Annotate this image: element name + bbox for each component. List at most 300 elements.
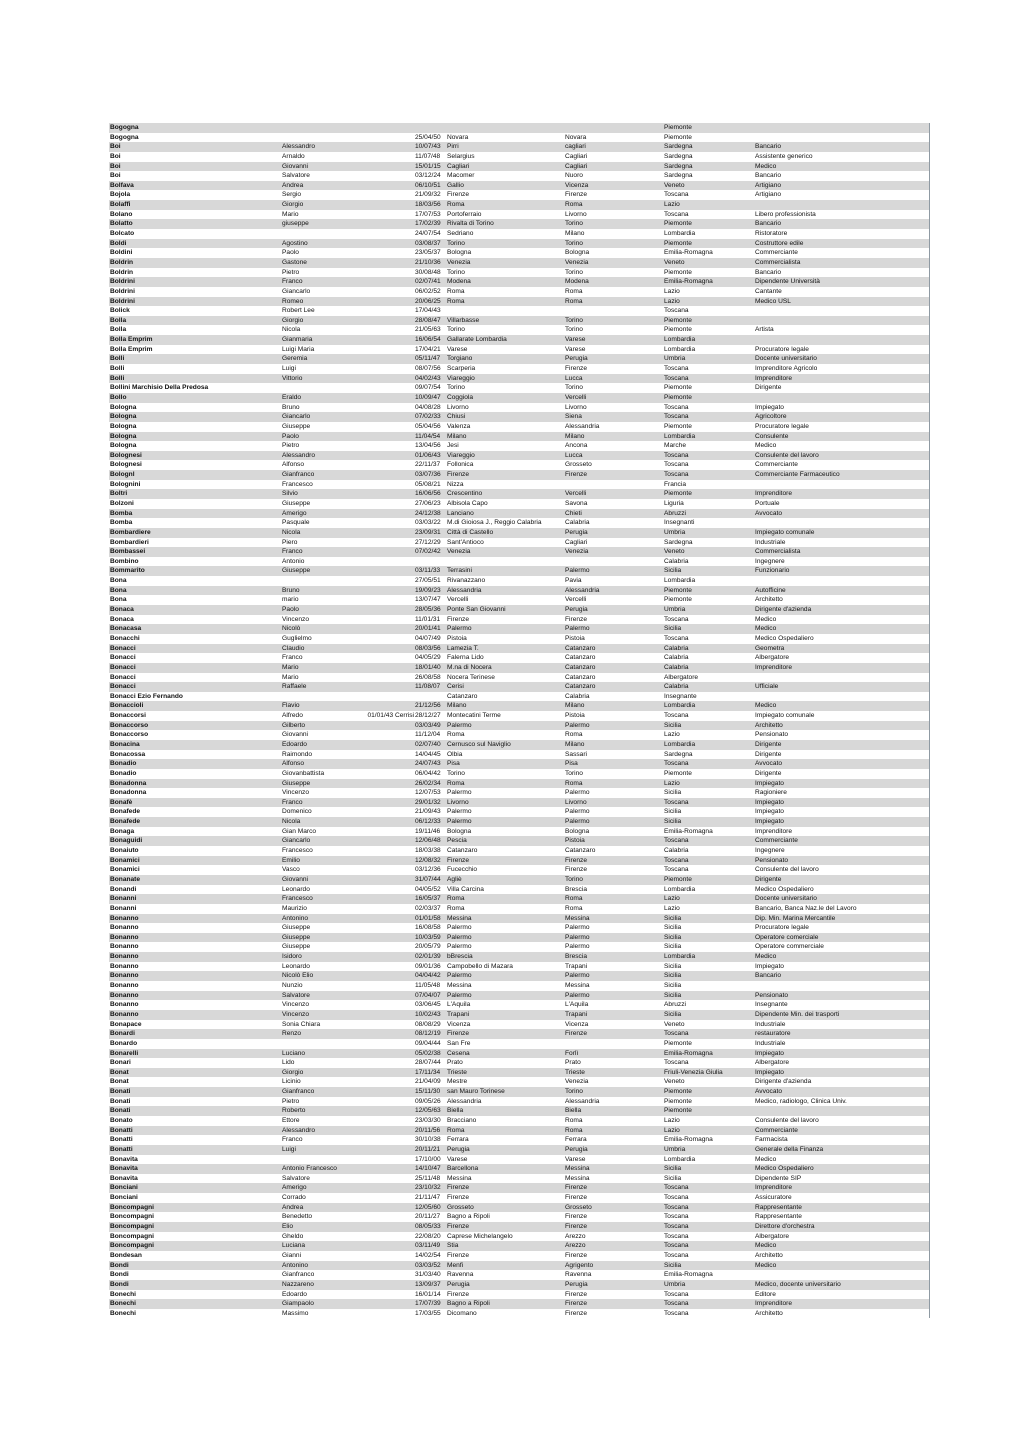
table-row [109,759,929,769]
region-cell: Toscana [664,1194,689,1202]
table-row [109,1251,929,1261]
birth-place-cell: Palermo [447,972,472,980]
birth-date-cell: 14/10/47 [415,1165,441,1173]
profession-cell: Pensionato [755,856,788,864]
province-cell: Catanzaro [565,654,596,662]
table-row [109,345,929,355]
profession-cell: Albergatore [755,654,790,662]
surname-cell: Bonanno [110,982,139,990]
surname-cell: Bonacina [110,741,140,748]
region-cell: Sicilia [664,943,682,951]
surname-cell: Bondesan [110,1251,142,1259]
first-name-cell: Arnaldo [282,152,305,160]
province-cell: Palermo [565,991,590,999]
region-cell: Umbria [664,1280,686,1288]
birth-place-cell: Torino [447,239,465,247]
region-cell: Toscana [664,471,689,479]
birth-place-cell: Grosseto [447,1203,474,1211]
region-cell: Lazio [664,1126,680,1134]
region-cell: Toscana [664,837,689,845]
first-name-cell: Benedetto [282,1213,313,1221]
profession-cell: Medico [755,625,777,633]
province-cell: Alessandria [565,422,600,430]
birth-place-cell: Torgiano [447,355,473,363]
first-name-cell: giuseppe [282,220,309,228]
table-row [109,788,929,798]
table-row [109,432,929,442]
profession-cell: Ingegnere [755,847,785,855]
birth-place-cell: Firenze [447,471,469,479]
first-name-cell: Antonio [282,557,305,565]
table-row [109,1164,929,1174]
profession-cell: Albergatore [755,1059,790,1067]
profession-cell: Architetto [755,1251,783,1259]
birth-date-cell: 16/06/56 [415,490,441,498]
surname-cell: Bojola [110,191,131,199]
first-name-cell: Giovanni [282,875,309,883]
birth-place-cell: Macomer [447,172,475,180]
province-cell: Milano [565,702,585,710]
profession-cell: Medico Ospedaliero [755,885,814,893]
region-cell: Toscana [664,1300,689,1308]
birth-date-cell: 09/04/44 [415,1039,441,1047]
table-row [109,248,929,258]
surname-cell: Bombassei [110,548,146,556]
table-row [109,538,929,548]
birth-place-cell: Roma [447,287,465,295]
province-cell: Grosseto [565,1203,592,1211]
surname-cell: Bonanni [110,895,137,903]
profession-cell: Commerciante [755,1126,798,1134]
birth-place-cell: San Fre [447,1039,471,1047]
birth-date-cell: 20/01/41 [415,625,441,633]
first-name-cell: Corrado [282,1194,306,1202]
surname-cell: Boldrin [110,268,134,276]
region-cell: Toscana [664,1059,689,1067]
birth-place-cell: Perugia [447,1145,470,1153]
birth-place-cell: Palermo [447,943,472,951]
birth-date-cell: 11/08/07 [415,683,441,691]
province-cell: Perugia [565,528,588,536]
profession-cell: Consulente del lavoro [755,866,819,874]
birth-place-cell: Sant'Antioco [447,538,484,546]
birth-date-cell: 04/04/42 [415,972,441,980]
region-cell: Sardegna [664,172,693,180]
birth-date-cell: 07/02/33 [415,413,441,421]
birth-date-cell: 05/11/47 [415,355,441,363]
birth-place-cell: bBrescia [447,953,473,961]
province-cell: Pistoia [565,837,585,845]
province-cell: Catanzaro [565,663,596,671]
region-cell: Emilia-Romagna [664,1271,713,1279]
profession-cell: Commerciante [755,249,798,257]
region-cell: Toscana [664,210,689,218]
birth-place-cell: Roma [447,1126,465,1134]
profession-cell: Medico [755,162,777,170]
birth-date-cell: 20/11/21 [415,1145,441,1153]
surname-cell: Bolla Emprim [110,336,153,344]
birth-date-cell: 20/11/27 [415,1213,441,1221]
table-row [109,779,929,789]
birth-date-cell: 10/09/47 [415,393,441,401]
province-cell: Chieti [565,509,582,517]
region-cell: Sicilia [664,924,682,932]
first-name-cell: Pietro [282,268,300,276]
surname-cell: Bonechi [110,1300,137,1308]
region-cell: Francia [664,480,686,488]
table-row [109,1193,929,1203]
birth-date-cell: 21/12/56 [415,702,441,710]
table-row [109,595,929,605]
first-name-cell: Flavio [282,702,300,710]
first-name-cell: Sergio [282,191,302,199]
profession-cell: Impiegato [755,779,784,787]
birth-place-cell: Messina [447,914,472,922]
surname-cell: Bonafede [110,808,141,816]
surname-cell: Bolognesi [110,451,142,459]
first-name-cell: Nicolò [282,625,301,633]
province-cell: Lucca [565,451,583,459]
table-row [109,673,929,683]
region-cell: Lombardia [664,345,696,353]
table-row [109,692,929,702]
table-row [109,846,929,856]
first-name-cell: Luigi Maria [282,345,315,353]
surname-cell: Bonacasa [110,625,142,633]
surname-cell: Bomba [110,519,133,527]
table-row [109,914,929,924]
surname-cell: Boltri [110,490,128,498]
province-cell: Modena [565,278,589,286]
profession-cell: Imprenditore [755,663,793,671]
birth-place-cell: Sedriano [447,230,474,238]
region-cell: Piemonte [664,393,692,401]
province-cell: Perugia [565,355,588,363]
birth-place-cell: Palermo [447,924,472,932]
profession-cell: Imprenditore [755,374,793,382]
region-cell: Lombardia [664,702,696,710]
birth-date-cell: 18/03/56 [415,201,441,209]
province-cell: Lucca [565,374,583,382]
surname-cell: Bonadio [110,760,137,768]
birth-place-cell: Torino [447,326,465,334]
region-cell: Albergatore [664,673,699,681]
surname-cell: Bonamici [110,866,140,874]
profession-cell: Dirigente [755,875,782,883]
surname-cell: Bonacci [110,654,136,662]
birth-place-cell: Varese [447,345,468,353]
region-cell: Toscana [664,798,689,806]
birth-date-cell: 03/06/45 [415,1001,441,1009]
profession-cell: Costruttore edile [755,239,804,247]
first-name-cell: Gilberto [282,721,306,729]
region-cell: Toscana [664,712,689,720]
table-row [109,364,929,374]
province-cell: Nuoro [565,172,583,180]
birth-place-cell: Varese [447,1155,468,1163]
region-cell: Lombardia [664,885,696,893]
first-name-cell: Claudio [282,644,305,652]
province-cell: Firenze [565,1213,587,1221]
table-row [109,383,929,393]
region-cell: Piemonte [664,596,692,604]
region-cell: Emilia-Romagna [664,1049,713,1057]
province-cell: Biella [565,1107,582,1115]
first-name-cell: Nicola [282,818,301,826]
first-name-cell: Salvatore [282,991,310,999]
birth-date-cell: 12/05/63 [415,1107,441,1115]
surname-cell: Bonanate [110,875,141,883]
table-row [109,576,929,586]
surname-cell: Bonapace [110,1020,142,1028]
region-cell: Sardegna [664,750,693,758]
province-cell: Roma [565,297,583,305]
region-cell: Toscana [664,866,689,874]
birth-place-cell: Lamezia T. [447,644,479,652]
table-row [109,229,929,239]
province-cell: Messina [565,1174,590,1182]
birth-place-cell: Ferrara [447,1136,469,1144]
birth-date-cell: 06/04/42 [415,769,441,777]
first-name-cell: Roberto [282,1107,306,1115]
table-row [109,190,929,200]
birth-place-cell: Palermo [447,933,472,941]
region-cell: Emilia-Romagna [664,278,713,286]
table-row [109,451,929,461]
province-cell: Bologna [565,249,590,257]
surname-cell: Bona [110,577,127,585]
birth-date-cell: 28/05/36 [415,606,441,614]
table-row [109,1020,929,1030]
profession-cell: Rappresentante [755,1213,802,1221]
first-name-cell: mario [282,596,299,604]
table-row [109,1261,929,1271]
region-cell: Emilia-Romagna [664,827,713,835]
province-cell: Roma [565,1126,583,1134]
profession-cell: Artigiano [755,191,782,199]
profession-cell: Dipendente Min. dei trasporti [755,1010,840,1018]
birth-date-cell: 10/02/43 [415,1010,441,1018]
birth-place-cell: Firenze [447,1290,469,1298]
table-row [109,1116,929,1126]
table-row [109,798,929,808]
surname-cell: Bonati [110,1097,131,1105]
birth-place-cell: Catanzaro [447,692,478,700]
birth-date-cell: 11/07/48 [415,152,441,160]
surname-cell: Bonarelli [110,1049,139,1057]
profession-cell: Artigiano [755,181,782,189]
first-name-cell: Luigi [282,1145,296,1153]
table-row [109,335,929,345]
birth-date-cell: 27/06/23 [415,499,441,507]
table-row [109,1155,929,1165]
first-name-cell: Nicola [282,326,301,334]
first-name-cell: Francesco [282,847,313,855]
birth-date-cell: 11/12/04 [415,731,441,739]
birth-place-cell: Biella [447,1107,464,1115]
region-cell: Toscana [664,191,689,199]
first-name-cell: Giancarlo [282,837,311,845]
surname-cell: Bonati [110,1107,131,1115]
table-row [109,171,929,181]
table-row [109,875,929,885]
province-cell: Varese [565,336,586,344]
table-row [109,586,929,596]
region-cell: Sicilia [664,789,682,797]
province-cell: Venezia [565,258,589,266]
region-cell: Calabria [664,654,689,662]
region-cell: Sicilia [664,914,682,922]
table-row [109,721,929,731]
table-row [109,142,929,152]
birth-date-cell: 13/04/56 [415,442,441,450]
first-name-cell: Alessandro [282,451,315,459]
table-row [109,393,929,403]
birth-date-cell: 05/04/56 [415,422,441,430]
first-name-cell: Gianfranco [282,1088,315,1096]
first-name-cell: Paolo [282,249,299,257]
surname-cell: Bolli [110,355,125,363]
birth-place-cell: Stia [447,1242,459,1250]
birth-date-cell: 08/08/29 [415,1020,441,1028]
birth-date-cell: 24/07/43 [415,760,441,768]
surname-cell: Bonacci [110,644,136,652]
table-row [109,316,929,326]
surname-cell: Boncompagni [110,1242,154,1250]
table-row [109,894,929,904]
birth-date-cell: 01/06/43 [415,451,441,459]
region-cell: Piemonte [664,422,692,430]
table-row [109,1087,929,1097]
birth-date-cell: 28/08/47 [415,316,441,324]
region-cell: Sicilia [664,933,682,941]
first-name-cell: Nunzio [282,982,303,990]
birth-date-cell: 08/05/33 [415,1223,441,1231]
region-cell: Piemonte [664,1088,692,1096]
province-cell: Torino [565,769,583,777]
surname-cell: Bollo [110,393,127,401]
surname-cell: Bonanno [110,953,139,961]
province-cell: Messina [565,1165,590,1173]
profession-cell: Impiegato [755,1049,784,1057]
surname-cell: Boldini [110,249,133,257]
surname-cell: Bonamici [110,856,140,864]
profession-cell: Bancario [755,220,782,228]
province-cell: Siena [565,413,582,421]
first-name-cell: Andrea [282,1203,304,1211]
province-cell: Vercelli [565,490,587,498]
profession-cell: Dirigente [755,750,782,758]
table-row [109,904,929,914]
birth-place-cell: Pistoia [447,634,467,642]
birth-date-cell: 20/05/79 [415,943,441,951]
surname-cell: Bondi [110,1280,129,1288]
birth-date-cell: 03/12/24 [415,172,441,180]
first-name-cell: Giuseppe [282,422,311,430]
first-name-cell: Agostino [282,239,308,247]
profession-cell: Commerciante [755,837,798,845]
profession-cell: Funzionario [755,567,790,575]
province-cell: Pisa [565,760,578,768]
region-cell: Lombardia [664,336,696,344]
birth-date-cell: 28/07/44 [415,1059,441,1067]
profession-cell: Industriale [755,538,786,546]
birth-place-cell: Roma [447,297,465,305]
birth-date-cell: 06/02/52 [415,287,441,295]
profession-cell: Medico [755,953,777,961]
first-name-cell: Giorgio [282,316,304,324]
birth-place-cell: Mestre [447,1078,468,1086]
birth-place-cell: Bagno a Ripoli [447,1300,490,1308]
surname-cell: Bonacchi [110,634,140,642]
surname-cell: Bondi [110,1271,129,1279]
birth-date-cell: 17/07/39 [415,1300,441,1308]
region-cell: Lazio [664,1116,680,1124]
surname-cell: Boldrin [110,258,134,266]
table-row [109,750,929,760]
birth-place-cell: Catanzaro [447,847,478,855]
first-name-cell: Paolo [282,606,299,614]
birth-date-cell: 02/03/37 [415,904,441,912]
profession-cell: Editore [755,1290,776,1298]
table-row [109,1068,929,1078]
birth-place-cell: Palermo [447,789,472,797]
table-row [109,1299,929,1309]
surname-cell: Bogogna [110,124,139,131]
birth-place-cell: Trapani [447,1010,470,1018]
region-cell: Toscana [664,1232,689,1240]
table-row [109,403,929,413]
birth-place-cell: Milano [447,702,467,710]
first-name-cell: Ettore [282,1116,300,1124]
birth-place-cell: Perugia [447,1280,470,1288]
surname-cell: Bolano [110,210,133,218]
region-cell: Toscana [664,856,689,864]
profession-cell: Imprenditore Agricolo [755,365,818,373]
profession-cell: Medico [755,1242,777,1250]
birth-place-cell: Firenze [447,615,469,623]
first-name-cell: Salvatore [282,1174,310,1182]
birth-date-cell: 23/05/37 [415,249,441,257]
region-cell: Veneto [664,1020,685,1028]
birth-date-cell: 17/02/39 [415,220,441,228]
table-row [109,219,929,229]
surname-cell: Boldrini [110,297,135,305]
province-cell: cagliari [565,143,586,151]
birth-place-cell: Venezia [447,258,471,266]
region-cell: Sardegna [664,143,693,151]
surname-cell: Bolla [110,316,127,324]
province-cell: Roma [565,201,583,209]
province-cell: Venezia [565,548,589,556]
table-row [109,644,929,654]
profession-cell: Medico [755,442,777,450]
profession-cell: Ristoratore [755,230,788,238]
surname-cell: Bonavita [110,1165,138,1173]
region-cell: Sicilia [664,962,682,970]
region-cell: Sicilia [664,982,682,990]
birth-place-cell: M.na di Nocera [447,663,492,671]
province-cell: Varese [565,345,586,353]
profession-cell: Operatore commerciale [755,943,824,951]
profession-cell: Procuratore legale [755,924,809,932]
surname-cell: Bolognl [110,471,135,479]
table-row [109,1270,929,1280]
birth-date-cell: 30/08/48 [415,268,441,276]
province-cell: Venezia [565,1078,589,1086]
region-cell: Piemonte [664,875,692,883]
surname-cell: Bologna [110,422,137,430]
